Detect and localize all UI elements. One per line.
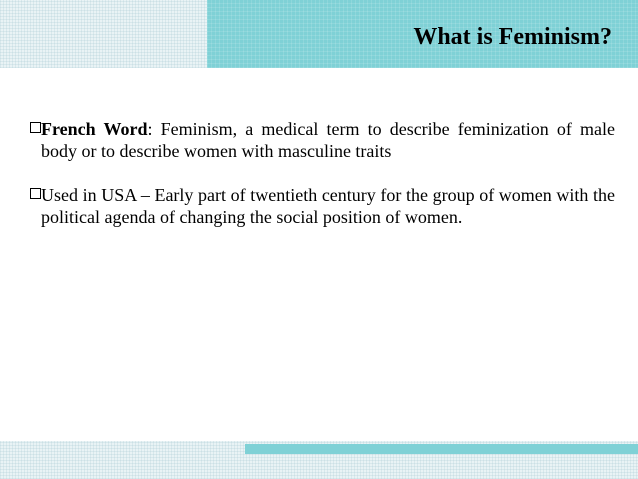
checkbox-icon xyxy=(30,188,41,199)
bullet-item xyxy=(32,184,615,228)
bullet-list xyxy=(32,118,615,250)
bullet-separator: : xyxy=(147,119,153,139)
bottom-accent-strip xyxy=(245,444,638,454)
bullet-text: Used in USA – Early part of twentieth century for the group of women with the political agenda of changing the social position of women. xyxy=(41,185,615,227)
bullet-heading: French Word xyxy=(41,119,148,139)
bullet-text: Feminism, a medical term to describe feminization of male body or to describe women with masculine traits xyxy=(41,119,615,161)
bullet-item xyxy=(32,118,615,162)
slide-title: What is Feminism? xyxy=(413,24,612,50)
checkbox-icon xyxy=(30,122,41,133)
title-bar xyxy=(207,0,638,68)
